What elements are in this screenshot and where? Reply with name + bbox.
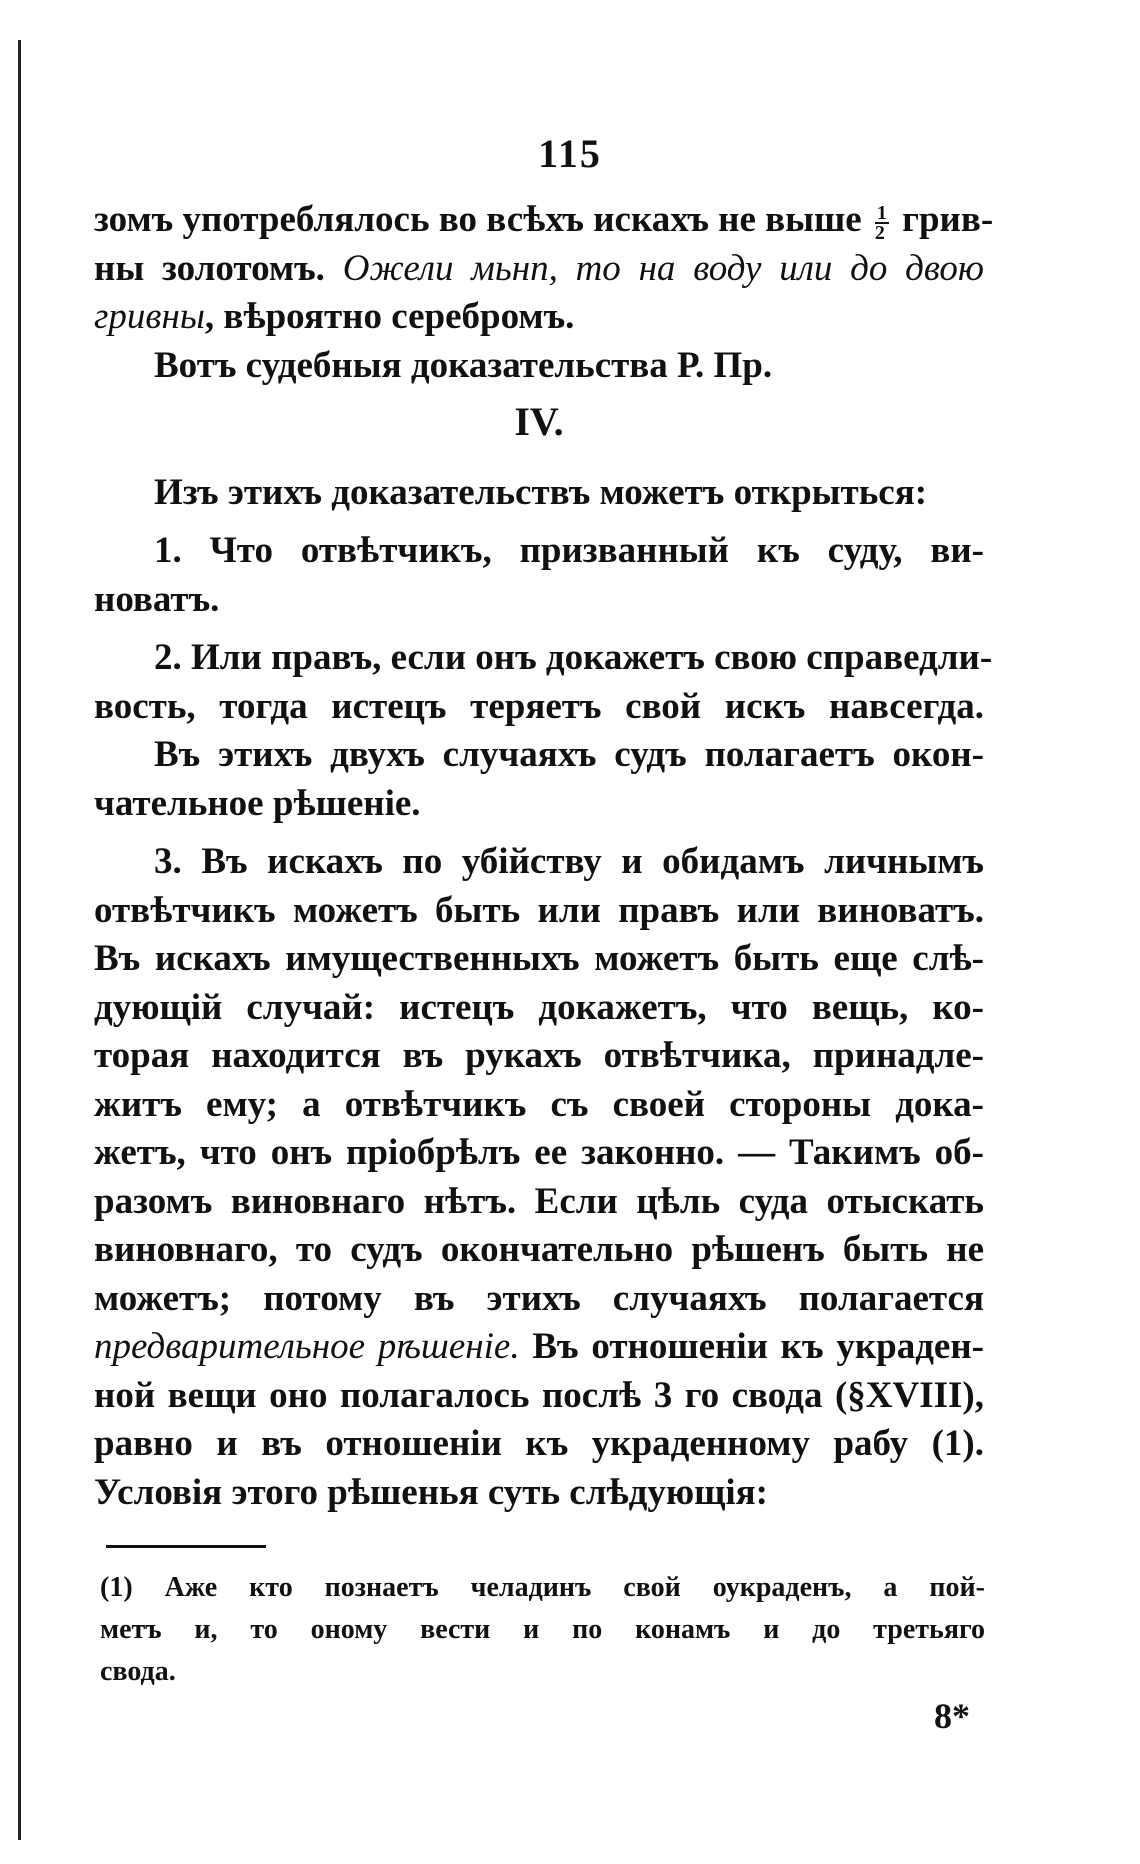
- text-line: отвѣтчикъ можетъ быть или правъ или виноватъ.: [94, 889, 984, 931]
- text-line: [94, 245, 984, 294]
- text-line: виновнаго, то судъ окончательно рѣшенъ быть не: [94, 1229, 984, 1270]
- section-heading: IV.: [514, 399, 564, 444]
- footnote-line: свода.: [100, 1656, 176, 1687]
- text-line: [94, 293, 984, 342]
- text-line: Въ искахъ имущественныхъ можетъ быть еще слѣ-: [94, 938, 984, 979]
- text-line: ной вещи оно полагалось послѣ 3 го свода (§XVIII),: [94, 1374, 984, 1416]
- text-line: разомъ виновнаго нѣтъ. Если цѣль суда отыскать: [94, 1180, 984, 1222]
- list-item-1: 1. Что отвѣтчикъ, призванный къ суду, ви-: [154, 530, 984, 571]
- list-item-3: 3. Въ искахъ по убійству и обидамъ личнымъ: [154, 841, 984, 882]
- footnote: [100, 1567, 985, 1693]
- text-span: зомъ употреблялось во всѣхъ искахъ не выше: [94, 199, 862, 240]
- text-line: [94, 196, 994, 245]
- text-line: Въ этихъ двухъ случаяхъ судъ полагаетъ окон-: [154, 734, 984, 775]
- fraction-numerator: 1: [876, 201, 887, 224]
- paragraph-proofs: Вотъ судебныя доказательства Р. Пр.: [154, 344, 773, 386]
- text-line: новатъ.: [94, 578, 220, 620]
- text-span: ны золотомъ.: [94, 247, 325, 289]
- text-line: житъ ему; а отвѣтчикъ съ своей стороны дока-: [94, 1083, 984, 1125]
- text-span: , вѣроятно серебромъ.: [204, 296, 575, 337]
- text-line: [94, 1323, 984, 1372]
- body-text: [94, 196, 994, 1517]
- signature-mark: 8*: [934, 1696, 970, 1736]
- page-number: 115: [538, 131, 602, 176]
- paragraph-intro: Изъ этихъ доказательствъ можетъ открыться:: [154, 471, 928, 513]
- footnote-line: метъ и, то оному вести и по конамъ и до третьяго: [100, 1614, 985, 1645]
- italic-term: предварительное рѣшеніе.: [94, 1326, 520, 1367]
- page-edge-line: [18, 40, 21, 1840]
- text-line: чательное рѣшеніе.: [94, 782, 421, 824]
- text-line: жетъ, что онъ пріобрѣлъ ее законно. — Такимъ об-: [94, 1132, 984, 1173]
- text-span: Въ отношеніи къ украден-: [532, 1326, 984, 1367]
- text-line: торая находится въ рукахъ отвѣтчика, принадле-: [94, 1035, 984, 1076]
- fraction-one-half: [874, 201, 889, 244]
- text-line: вость, тогда истецъ теряетъ свой искъ навсегда.: [94, 685, 984, 727]
- text-span: грив-: [902, 199, 994, 240]
- text-line: равно и въ отношеніи къ украденному рабу (1).: [94, 1423, 984, 1464]
- italic-quote: гривны: [94, 296, 205, 337]
- italic-quote: Ожели мьнп, то на воду или до двою: [342, 247, 984, 289]
- text-line: Условія этого рѣшенья суть слѣдующія:: [94, 1471, 769, 1513]
- text-line: дующій случай: истецъ докажетъ, что вещь, ко-: [94, 986, 984, 1028]
- footnote-divider: [106, 1545, 266, 1548]
- footnote-line: (1) Аже кто познаетъ челадинъ свой оукраденъ, а пой-: [100, 1572, 985, 1603]
- fraction-denominator: 2: [874, 221, 885, 244]
- text-line: можетъ; потому въ этихъ случаяхъ полагается: [94, 1277, 984, 1319]
- list-item-2: 2. Или правъ, если онъ докажетъ свою справедли-: [154, 637, 993, 678]
